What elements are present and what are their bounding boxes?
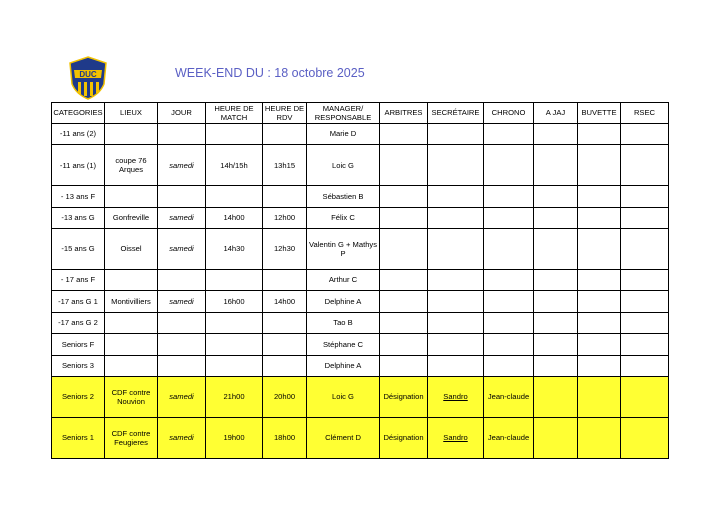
table-cell [578, 229, 621, 270]
table-cell [578, 418, 621, 459]
table-cell: -15 ans G [52, 229, 105, 270]
table-cell [206, 312, 263, 333]
table-cell [380, 291, 428, 312]
table-cell [428, 355, 484, 376]
table-cell [158, 124, 206, 145]
table-row [52, 334, 669, 355]
table-cell [621, 334, 669, 355]
column-header: CHRONO [484, 103, 534, 124]
table-cell [534, 270, 578, 291]
table-cell: 13h15 [263, 145, 307, 186]
column-header: ARBITRES [380, 103, 428, 124]
table-cell [158, 270, 206, 291]
table-cell [621, 124, 669, 145]
table-cell [621, 312, 669, 333]
table-cell [158, 312, 206, 333]
table-cell: Désignation [380, 377, 428, 418]
table-cell: -11 ans (1) [52, 145, 105, 186]
table-cell: -17 ans G 1 [52, 291, 105, 312]
table-cell: Valentin G + Mathys P [307, 229, 380, 270]
table-row [52, 291, 669, 312]
table-cell: 19h00 [206, 418, 263, 459]
table-row [52, 355, 669, 376]
table-cell: 14h00 [206, 207, 263, 228]
table-cell [380, 145, 428, 186]
table-cell [428, 207, 484, 228]
table-cell: samedi [158, 291, 206, 312]
table-cell [206, 334, 263, 355]
table-cell [380, 186, 428, 207]
table-cell [484, 291, 534, 312]
table-cell [206, 270, 263, 291]
table-header-row [52, 103, 669, 124]
table-cell [428, 312, 484, 333]
table-cell [105, 270, 158, 291]
table-cell [534, 124, 578, 145]
table-cell [263, 270, 307, 291]
table-cell: Loic G [307, 377, 380, 418]
table-cell [578, 186, 621, 207]
table-cell: Marie D [307, 124, 380, 145]
club-logo [68, 56, 108, 100]
table-cell [578, 207, 621, 228]
table-cell [428, 291, 484, 312]
table-cell [105, 312, 158, 333]
table-cell [158, 334, 206, 355]
column-header: HEURE DE MATCH [206, 103, 263, 124]
table-cell [484, 145, 534, 186]
table-row [52, 377, 669, 418]
table-cell [380, 334, 428, 355]
table-cell [621, 207, 669, 228]
column-header: BUVETTE [578, 103, 621, 124]
table-cell: 16h00 [206, 291, 263, 312]
table-cell: Sébastien B [307, 186, 380, 207]
table-cell: Oissel [105, 229, 158, 270]
table-cell: 12h00 [263, 207, 307, 228]
table-cell: - 17 ans F [52, 270, 105, 291]
table-cell: Gonfreville [105, 207, 158, 228]
table-cell [206, 124, 263, 145]
table-cell: Tao B [307, 312, 380, 333]
table-cell: Stéphane C [307, 334, 380, 355]
table-cell [380, 355, 428, 376]
table-cell: Delphine A [307, 291, 380, 312]
column-header: MANAGER/ RESPONSABLE [307, 103, 380, 124]
table-cell: Jean-claude [484, 418, 534, 459]
table-cell [534, 377, 578, 418]
column-header: RSEC [621, 103, 669, 124]
table-cell: samedi [158, 229, 206, 270]
logo-text: DUC [79, 70, 97, 79]
table-cell [105, 334, 158, 355]
table-cell: Désignation [380, 418, 428, 459]
table-cell: Seniors 2 [52, 377, 105, 418]
table-cell [263, 355, 307, 376]
table-cell [105, 124, 158, 145]
table-cell [534, 291, 578, 312]
table-cell [578, 270, 621, 291]
table-cell: Sandro [428, 418, 484, 459]
table-cell [534, 145, 578, 186]
table-cell [380, 312, 428, 333]
table-cell [158, 355, 206, 376]
column-header: CATEGORIES [52, 103, 105, 124]
table-cell [621, 418, 669, 459]
table-cell [380, 270, 428, 291]
table-cell [534, 312, 578, 333]
table-cell: CDF contre Nouvion [105, 377, 158, 418]
table-cell [263, 186, 307, 207]
table-cell: 12h30 [263, 229, 307, 270]
table-cell [621, 270, 669, 291]
table-cell [621, 291, 669, 312]
table-row [52, 124, 669, 145]
table-cell [578, 312, 621, 333]
table-cell [105, 186, 158, 207]
table-cell: samedi [158, 145, 206, 186]
table-cell [578, 355, 621, 376]
table-cell: 18h00 [263, 418, 307, 459]
table-cell [484, 207, 534, 228]
table-cell [206, 355, 263, 376]
table-cell: 14h30 [206, 229, 263, 270]
table-cell: Félix C [307, 207, 380, 228]
table-cell [428, 124, 484, 145]
table-cell: -17 ans G 2 [52, 312, 105, 333]
table-cell: - 13 ans F [52, 186, 105, 207]
table-cell [484, 334, 534, 355]
table-cell [534, 186, 578, 207]
column-header: JOUR [158, 103, 206, 124]
column-header: SECRÉTAIRE [428, 103, 484, 124]
table-cell [428, 145, 484, 186]
table-cell [621, 145, 669, 186]
page-title: WEEK-END DU : 18 octobre 2025 [175, 66, 365, 80]
table-cell [578, 334, 621, 355]
table-cell: Delphine A [307, 355, 380, 376]
table-cell [621, 377, 669, 418]
column-header: LIEUX [105, 103, 158, 124]
table-cell [484, 124, 534, 145]
table-cell [534, 334, 578, 355]
table-cell [263, 334, 307, 355]
table-row [52, 418, 669, 459]
table-cell [428, 270, 484, 291]
table-cell [534, 229, 578, 270]
table-cell [484, 312, 534, 333]
table-cell: Jean-claude [484, 377, 534, 418]
table-cell: Seniors F [52, 334, 105, 355]
table-cell: 14h00 [263, 291, 307, 312]
table-cell: Clément D [307, 418, 380, 459]
table-cell: samedi [158, 377, 206, 418]
table-row [52, 270, 669, 291]
table-cell [428, 186, 484, 207]
table-cell [158, 186, 206, 207]
table-cell [380, 124, 428, 145]
table-cell: Seniors 1 [52, 418, 105, 459]
table-cell [578, 124, 621, 145]
table-row [52, 312, 669, 333]
table-cell [534, 418, 578, 459]
table-cell [428, 334, 484, 355]
table-cell [484, 186, 534, 207]
table-cell [578, 145, 621, 186]
schedule-table [51, 102, 669, 459]
table-cell [578, 291, 621, 312]
table-cell: samedi [158, 207, 206, 228]
table-cell: samedi [158, 418, 206, 459]
table-cell [380, 229, 428, 270]
table-cell [263, 124, 307, 145]
table-cell: Montivilliers [105, 291, 158, 312]
table-cell [621, 355, 669, 376]
table-cell [621, 229, 669, 270]
table-cell: -11 ans (2) [52, 124, 105, 145]
table-cell: Seniors 3 [52, 355, 105, 376]
table-cell [484, 270, 534, 291]
table-cell: Arthur C [307, 270, 380, 291]
table-cell [263, 312, 307, 333]
table-cell [380, 207, 428, 228]
table-cell [206, 186, 263, 207]
table-cell: 21h00 [206, 377, 263, 418]
table-cell [534, 355, 578, 376]
table-cell [105, 355, 158, 376]
table-cell: CDF contre Feugieres [105, 418, 158, 459]
table-cell: Sandro [428, 377, 484, 418]
table-cell [534, 207, 578, 228]
table-row [52, 229, 669, 270]
column-header: HEURE DE RDV [263, 103, 307, 124]
table-cell [484, 355, 534, 376]
table-row [52, 186, 669, 207]
table-cell [484, 229, 534, 270]
table-cell [428, 229, 484, 270]
table-cell: 20h00 [263, 377, 307, 418]
table-cell: coupe 76 Arques [105, 145, 158, 186]
table-cell [621, 186, 669, 207]
column-header: A JAJ [534, 103, 578, 124]
table-cell: -13 ans G [52, 207, 105, 228]
table-cell [578, 377, 621, 418]
table-row [52, 145, 669, 186]
table-row [52, 207, 669, 228]
table-cell: 14h/15h [206, 145, 263, 186]
table-cell: Loic G [307, 145, 380, 186]
